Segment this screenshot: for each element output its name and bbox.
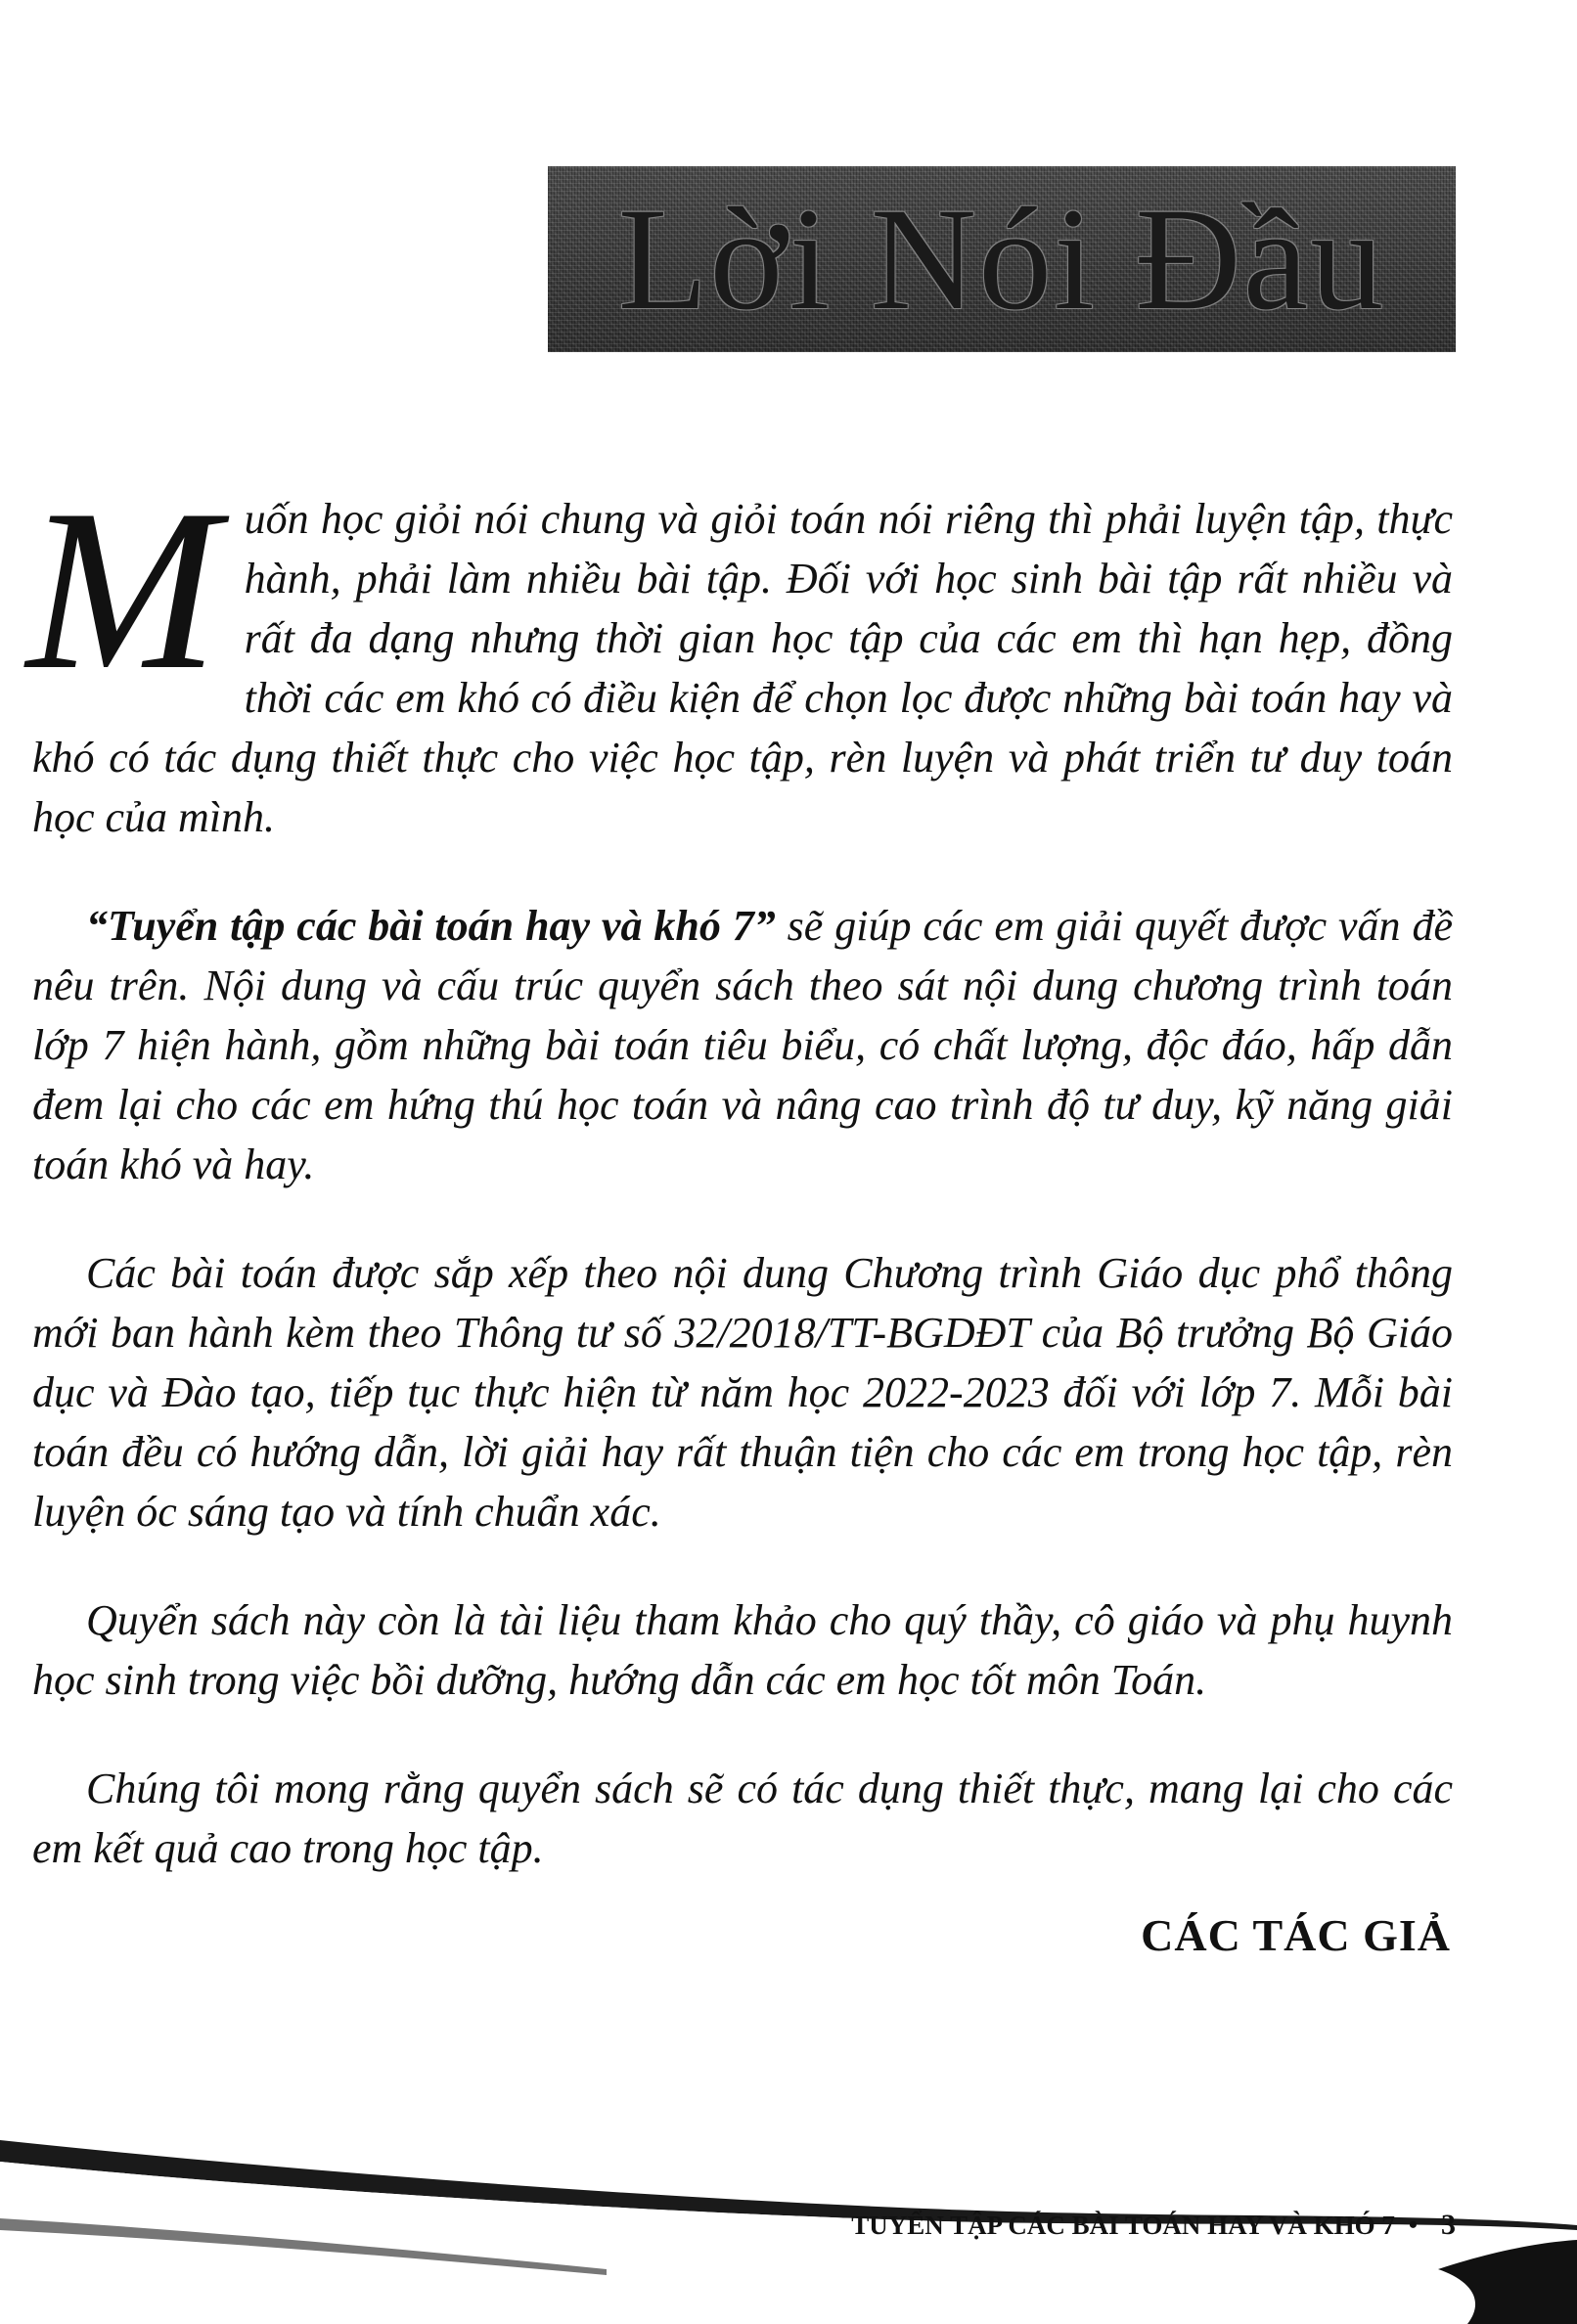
footer-book-title: TUYỂN TẬP CÁC BÀI TOÁN HAY VÀ KHÓ 7 — [851, 2210, 1395, 2240]
paragraph-3: Các bài toán được sắp xếp theo nội dung Chương trình Giáo dục phổ thông mới ban hành kèm theo Thông tư số 32/2018/TT-BGDĐT của Bộ trưởng Bộ Giáo dục và Đào tạo, tiếp tục thực hiện từ năm học 2022-2023 đối với lớp 7. Mỗi bài toán đều có hướng dẫn, lời giải hay rất thuận tiện cho các em trong học tập, rèn luyện óc sáng tạo và tính chuẩn xác. — [32, 1249, 1453, 1536]
drop-cap: M — [26, 463, 219, 718]
running-footer — [851, 2209, 1456, 2242]
book-title-quote: “Tuyển tập các bài toán hay và khó 7” — [86, 902, 776, 950]
footer-bullet: • — [1408, 2211, 1418, 2239]
paragraph-5: Chúng tôi mong rằng quyển sách sẽ có tác dụng thiết thực, mang lại cho các em kết quả cao trong học tập. — [32, 1765, 1453, 1872]
paragraph-2 — [32, 896, 1453, 1194]
paragraph-2-text: sẽ giúp các em giải quyết được vấn đề nêu trên. Nội dung và cấu trúc quyển sách theo sát nội dung chương trình toán lớp 7 hiện hành, gồm những bài toán tiêu biểu, có chất lượng, độc đáo, hấp dẫn đem lại cho các em hứng thú học toán và nâng cao trình độ tư duy, kỹ năng giải toán khó và hay. — [32, 902, 1453, 1188]
paragraph-1-text: uốn học giỏi nói chung và giỏi toán nói riêng thì phải luyện tập, thực hành, phải làm nhiều bài tập. Đối với học sinh bài tập rất nhiều và rất đa dạng nhưng thời gian học tập của các em thì hạn hẹp, đồng thời các em khó có điều kiện để chọn lọc được những bài toán hay và khó có tác dụng thiết thực cho việc học tập, rèn luyện và phát triển tư duy toán học của mình. — [32, 495, 1453, 841]
signature: CÁC TÁC GIẢ — [1141, 1910, 1451, 1960]
paragraph-1 — [26, 463, 1453, 847]
page-title: Lời Nói Đầu — [617, 178, 1386, 340]
page-title-banner — [548, 166, 1456, 352]
preface-body — [26, 463, 1453, 1927]
page-number: 3 — [1441, 2209, 1456, 2241]
paragraph-4: Quyển sách này còn là tài liệu tham khảo cho quý thầy, cô giáo và phụ huynh học sinh trong việc bồi dưỡng, hướng dẫn các em học tốt môn Toán. — [32, 1596, 1453, 1704]
